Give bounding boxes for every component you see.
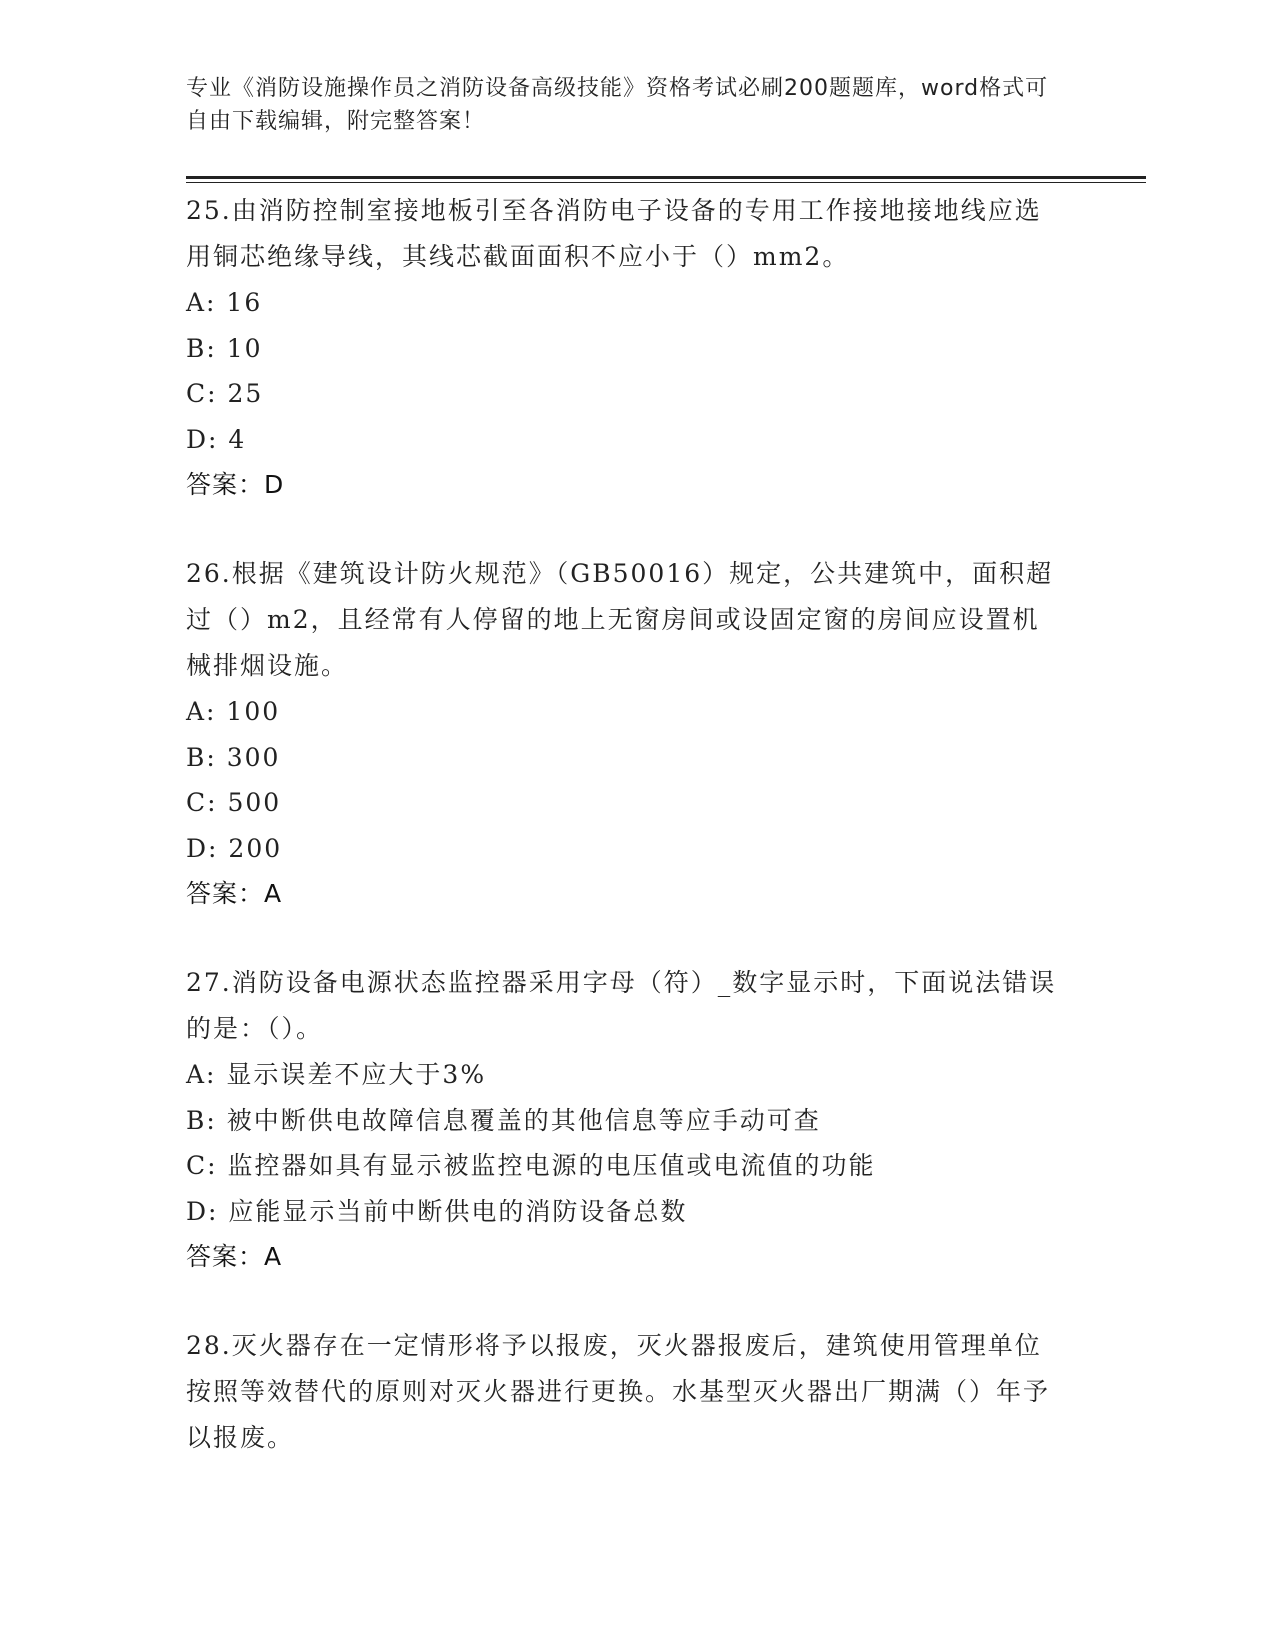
question-28 bbox=[186, 1323, 1066, 1461]
answer-label: 答案：D bbox=[186, 470, 285, 499]
header-divider-thick bbox=[186, 176, 1146, 179]
answer-label: 答案：A bbox=[186, 1242, 283, 1271]
option-d: D: 应能显示当前中断供电的消防设备总数 bbox=[186, 1196, 688, 1226]
option-a: A: 100 bbox=[186, 697, 281, 726]
header-divider-thin bbox=[186, 182, 1146, 183]
option-b: B: 10 bbox=[186, 333, 263, 363]
question-text: 28.灭火器存在一定情形将予以报废，灭火器报废后，建筑使用管理单位按照等效替代的原则对灭火器进行更换。水基型灭火器出厂期满（）年予以报废。 bbox=[186, 1331, 1051, 1452]
option-c: C: 500 bbox=[186, 788, 282, 817]
document-header: 专业《消防设施操作员之消防设备高级技能》资格考试必刷200题题库，word格式可自由下载编辑，附完整答案！ bbox=[186, 76, 1049, 134]
option-c: C: 25 bbox=[186, 379, 264, 408]
option-a: A: 16 bbox=[186, 288, 263, 317]
question-26 bbox=[186, 551, 1066, 916]
answer-label: 答案：A bbox=[186, 879, 283, 908]
question-text: 26.根据《建筑设计防火规范》（GB50016）规定，公共建筑中，面积超过（）m2，且经常有人停留的地上无窗房间或设固定窗的房间应设置机械排烟设施。 bbox=[186, 559, 1054, 680]
option-d: D: 200 bbox=[186, 833, 283, 863]
option-b: B: 被中断供电故障信息覆盖的其他信息等应手动可查 bbox=[186, 1105, 821, 1135]
question-27 bbox=[186, 960, 1066, 1279]
option-c: C: 监控器如具有显示被监控电源的电压值或电流值的功能 bbox=[186, 1151, 876, 1180]
option-b: B: 300 bbox=[186, 742, 281, 772]
question-text: 25.由消防控制室接地板引至各消防电子设备的专用工作接地接地线应选用铜芯绝缘导线，其线芯截面面积不应小于（）mm2。 bbox=[186, 196, 1042, 271]
option-a: A: 显示误差不应大于3% bbox=[186, 1060, 487, 1089]
question-25 bbox=[186, 188, 1066, 507]
question-list bbox=[186, 188, 1066, 1505]
option-d: D: 4 bbox=[186, 424, 247, 454]
question-text: 27.消防设备电源状态监控器采用字母（符）_数字显示时，下面说法错误的是：（）。 bbox=[186, 968, 1057, 1043]
